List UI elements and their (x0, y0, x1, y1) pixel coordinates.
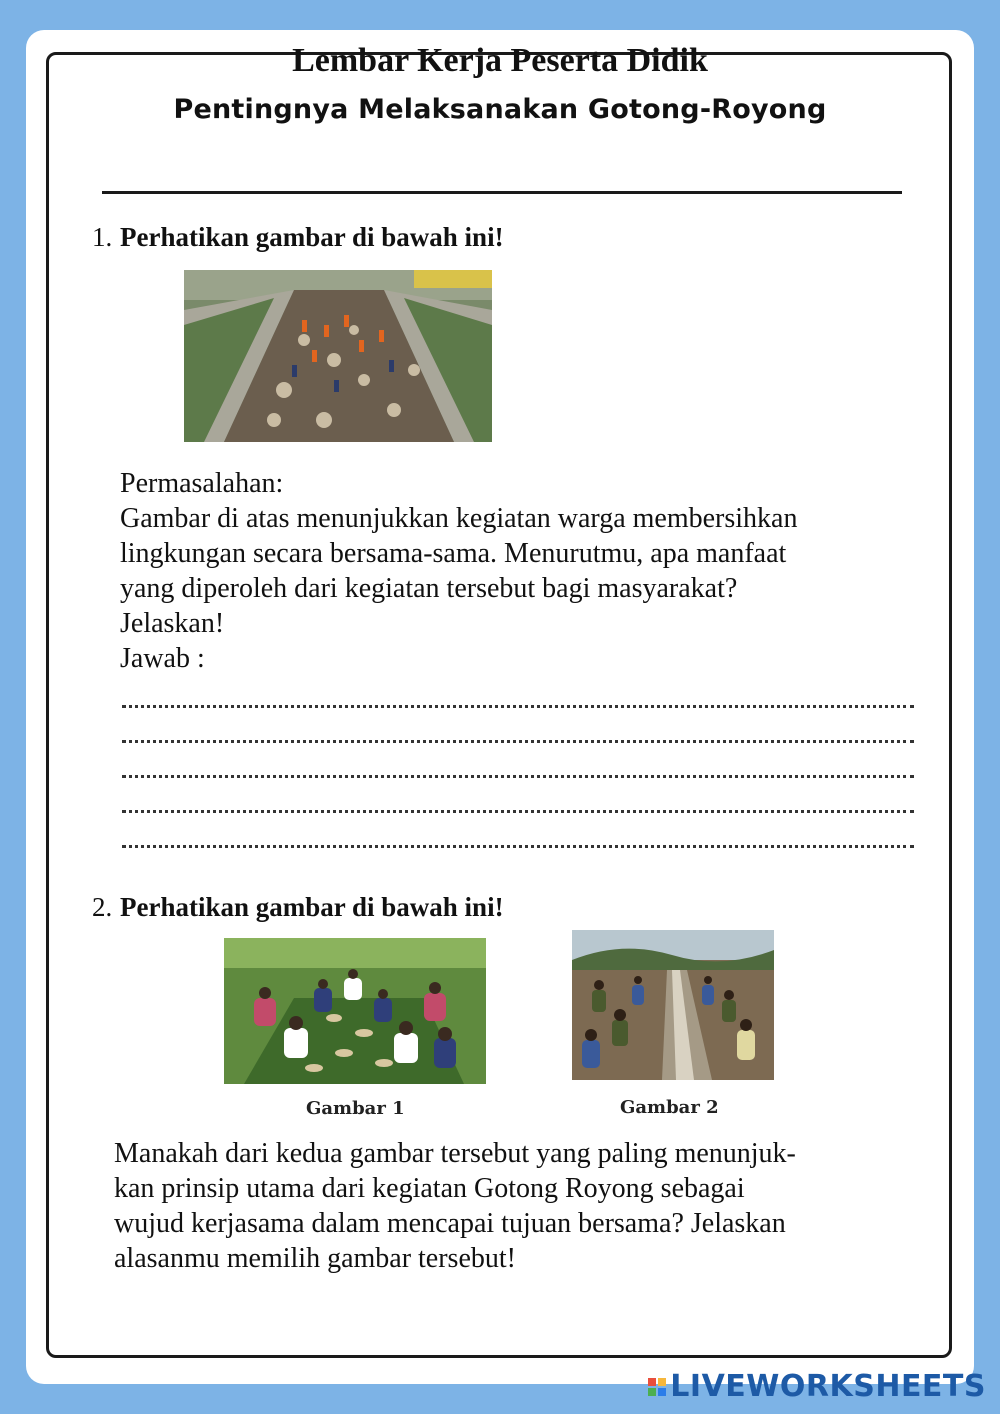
title-divider (102, 191, 902, 194)
worksheet-subtitle: Pentingnya Melaksanakan Gotong-Royong (173, 94, 827, 125)
gambar-2-caption: Gambar 2 (620, 1097, 719, 1118)
answer-line-1[interactable] (122, 686, 914, 708)
question-2-line: Manakah dari kedua gambar tersebut yang paling menunjuk- (114, 1138, 796, 1169)
answer-line-2[interactable] (122, 721, 914, 743)
problem-line: lingkungan secara bersama-sama. Menurutmu, apa manfaat (120, 538, 787, 569)
question-2-line: wujud kerjasama dalam mencapai tujuan bersama? Jelaskan (114, 1208, 786, 1239)
canal-cleanup-photo (184, 270, 492, 442)
problem-line: yang diperoleh dari kegiatan tersebut bagi masyarakat? (120, 573, 738, 604)
logo-grid-icon (648, 1378, 666, 1396)
liveworksheets-logo[interactable] (648, 1369, 986, 1404)
answer-line-5[interactable] (122, 826, 914, 848)
logo-text: LIVEWORKSHEETS (670, 1369, 986, 1404)
question-2-heading: Perhatikan gambar di bawah ini! (120, 892, 504, 922)
question-2-line: kan prinsip utama dari kegiatan Gotong Royong sebagai (114, 1173, 745, 1204)
question-1-heading: Perhatikan gambar di bawah ini! (120, 222, 504, 252)
field-work-illustration (572, 930, 774, 1080)
communal-meal-illustration (224, 938, 486, 1084)
question-2-line: alasanmu memilih gambar tersebut! (114, 1243, 516, 1274)
gambar-1-photo (224, 938, 486, 1084)
worksheet-title: Lembar Kerja Peserta Didik (292, 42, 708, 79)
canal-cleanup-illustration (184, 270, 492, 442)
gambar-2-photo (572, 930, 774, 1080)
problem-line: Jelaskan! (120, 608, 225, 639)
problem-label: Permasalahan: (120, 468, 284, 499)
answer-line-4[interactable] (122, 791, 914, 813)
gambar-1-caption: Gambar 1 (306, 1098, 405, 1119)
question-1-problem (120, 466, 920, 676)
question-1-number: 1. (92, 222, 113, 252)
answer-label: Jawab : (120, 643, 205, 674)
question-2-number: 2. (92, 892, 113, 922)
question-2-text (114, 1136, 924, 1276)
answer-line-3[interactable] (122, 756, 914, 778)
problem-line: Gambar di atas menunjukkan kegiatan warga membersihkan (120, 503, 798, 534)
